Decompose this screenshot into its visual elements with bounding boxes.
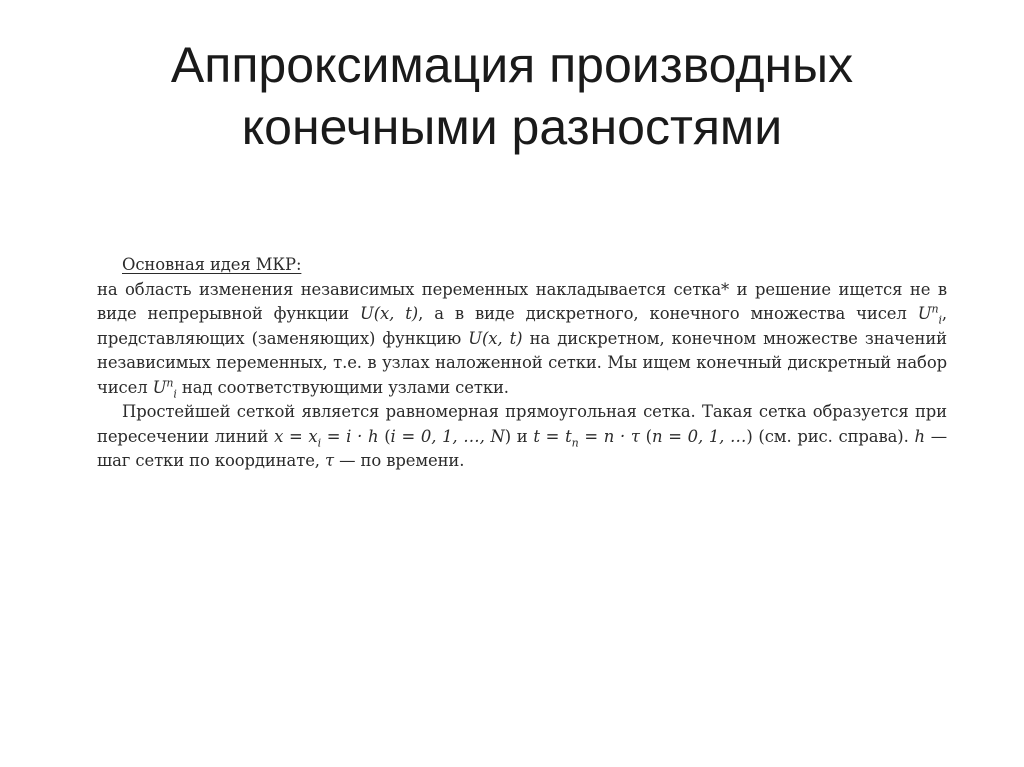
math-expression: = n · τ (578, 426, 640, 446)
math-expression: = i · h (320, 426, 379, 446)
text-fragment: Простейшей сеткой является равномерная прямоугольная сетка. Такая сетка образуется при пересечении линий (97, 402, 947, 446)
math-symbol: U (917, 304, 932, 323)
math-symbol: τ (325, 451, 334, 470)
math-expression: x = x (274, 426, 318, 446)
text-fragment: ( (378, 426, 391, 446)
text-fragment: над соответствующими узлами сетки. (176, 377, 509, 397)
section-heading: Основная идея МКР: (122, 255, 302, 274)
text-fragment: на дискретном, конечном множестве значений независимых переменных, т.е. в узлах наложенной сетки. Мы ищем конечный дискретный набор чисел (97, 328, 947, 397)
text-fragment: — шаг сетки по координате, (97, 426, 948, 470)
slide-title-line-2: конечными разностями (241, 99, 783, 155)
slide-title-line-1: Аппроксимация производных (170, 37, 854, 93)
math-symbol: h (914, 426, 925, 446)
text-fragment: ) (см. рис. справа). (746, 426, 915, 446)
math-subscript: i (317, 435, 321, 449)
text-fragment: ) и (504, 426, 534, 446)
slide-title (60, 34, 964, 158)
math-subscript: i (938, 313, 942, 327)
text-fragment: , а в виде дискретного, конечного множества чисел (418, 304, 918, 323)
paragraph-grid (97, 400, 947, 474)
math-superscript: n (166, 376, 174, 390)
math-symbol: U (152, 377, 167, 397)
text-fragment: на область изменения независимых переменных накладывается сетка* и решение ищется не в виде непрерывной функции (97, 279, 947, 323)
math-expression: i = 0, 1, …, N (390, 426, 505, 446)
text-fragment: — по времени. (333, 451, 465, 470)
paragraph-main-idea (97, 278, 947, 401)
slide-body-text (97, 253, 947, 474)
text-fragment: , представляющих (заменяющих) функцию (97, 304, 947, 348)
math-superscript: n (931, 302, 939, 316)
math-subscript: i (173, 386, 177, 400)
math-subscript: n (571, 435, 579, 449)
math-function: U(x, t) (360, 304, 419, 323)
math-expression: n = 0, 1, … (651, 426, 747, 446)
math-function: U(x, t) (468, 328, 523, 348)
text-fragment: ( (639, 426, 652, 446)
math-expression: t = t (533, 426, 572, 446)
